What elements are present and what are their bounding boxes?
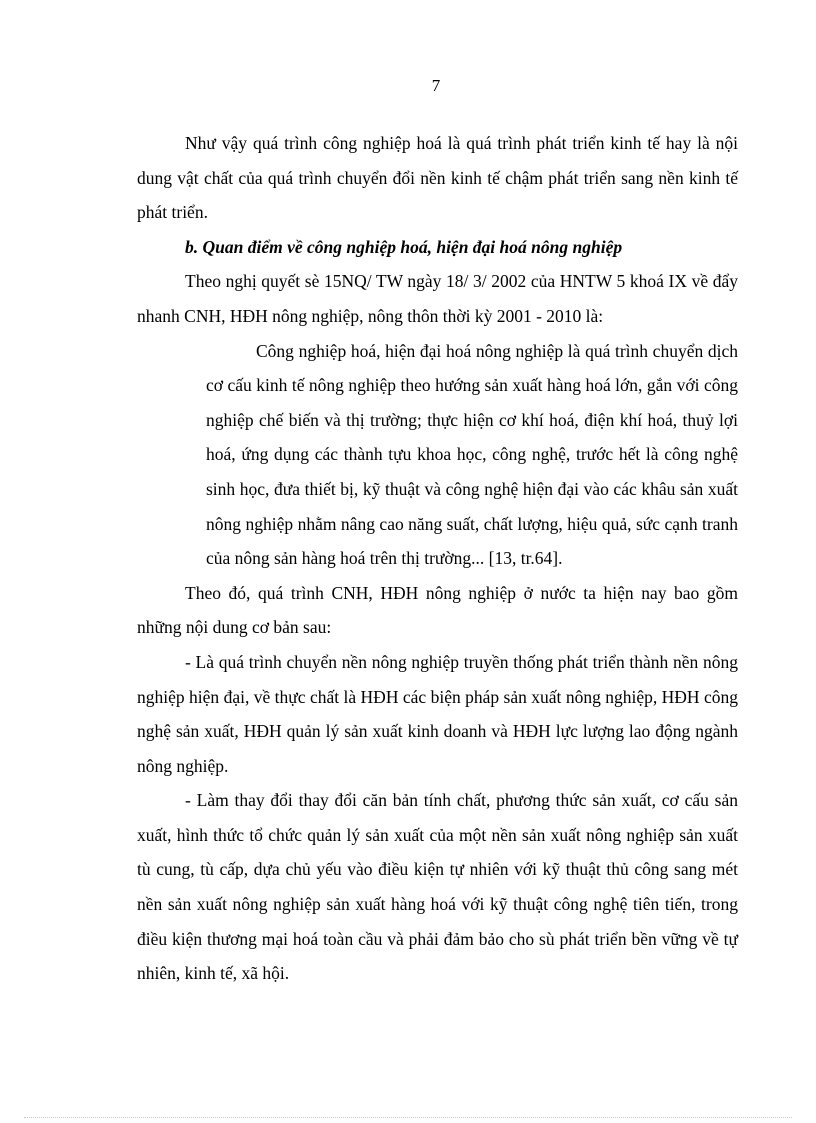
page-number: 7: [431, 76, 441, 95]
paragraph-content-intro: Theo đó, quá trình CNH, HĐH nông nghiệp ở nước ta hiện nay bao gồm những nội dung cơ bản sau:: [137, 582, 738, 638]
paragraph-resolution: Theo nghị quyết sè 15NQ/ TW ngày 18/ 3/ 2002 của HNTW 5 khoá IX về đẩy nhanh CNH, HĐH nông nghiệp, nông thôn thời kỳ 2001 - 2010 là:: [137, 271, 738, 326]
paragraph-conclusion: Như vậy quá trình công nghiệp hoá là quá trình phát triển kinh tế hay là nội dung vật chất của quá trình chuyển đổi nền kinh tế chậm phát triển sang nền kinh tế phát triển.: [137, 133, 738, 223]
list-item-second: - Làm thay đổi thay đổi căn bản tính chất, phương thức sản xuất, cơ cấu sản xuất, hình thức tổ chức quản lý sản xuất của một nền sản xuất nông nghiệp sản xuất tù cung, tù cấp, dựa chủ yếu vào điều kiện tự nhiên với kỹ thuật thủ công sang mét nền sản xuất nông nghiệp sản xuất hàng hoá với kỹ thuật công nghệ tiên tiến, trong điều kiện thương mại hoá toàn cầu và phải đảm bảo cho sù phát triển bền vững về tự nhiên, kinh tế, xã hội.: [137, 790, 738, 984]
document-body: [137, 126, 738, 991]
block-quote: Công nghiệp hoá, hiện đại hoá nông nghiệp là quá trình chuyển dịch cơ cấu kinh tế nông nghiệp theo hướng sản xuất hàng hoá lớn, gắn với công nghiệp chế biến và thị trường; thực hiện cơ khí hoá, điện khí hoá, thuỷ lợi hoá, ứng dụng các thành tựu khoa học, công nghệ, trước hết là công nghệ sinh học, đưa thiết bị, kỹ thuật và công nghệ hiện đại vào các khâu sản xuất nông nghiệp nhằm nâng cao năng suất, chất lượng, hiệu quả, sức cạnh tranh của nông sản hàng hoá trên thị trường... [13, tr.64].: [206, 340, 738, 569]
section-heading: b. Quan điểm về công nghiệp hoá, hiện đại hoá nông nghiệp: [185, 236, 623, 257]
list-item-first: - Là quá trình chuyển nền nông nghiệp truyền thống phát triển thành nền nông nghiệp hiện đại, về thực chất là HĐH các biện pháp sản xuất nông nghiệp, HĐH công nghệ sản xuất, HĐH quản lý sản xuất kinh doanh và HĐH lực lượng lao động ngành nông nghiệp.: [137, 651, 738, 776]
page-bottom-divider: [24, 1117, 792, 1118]
